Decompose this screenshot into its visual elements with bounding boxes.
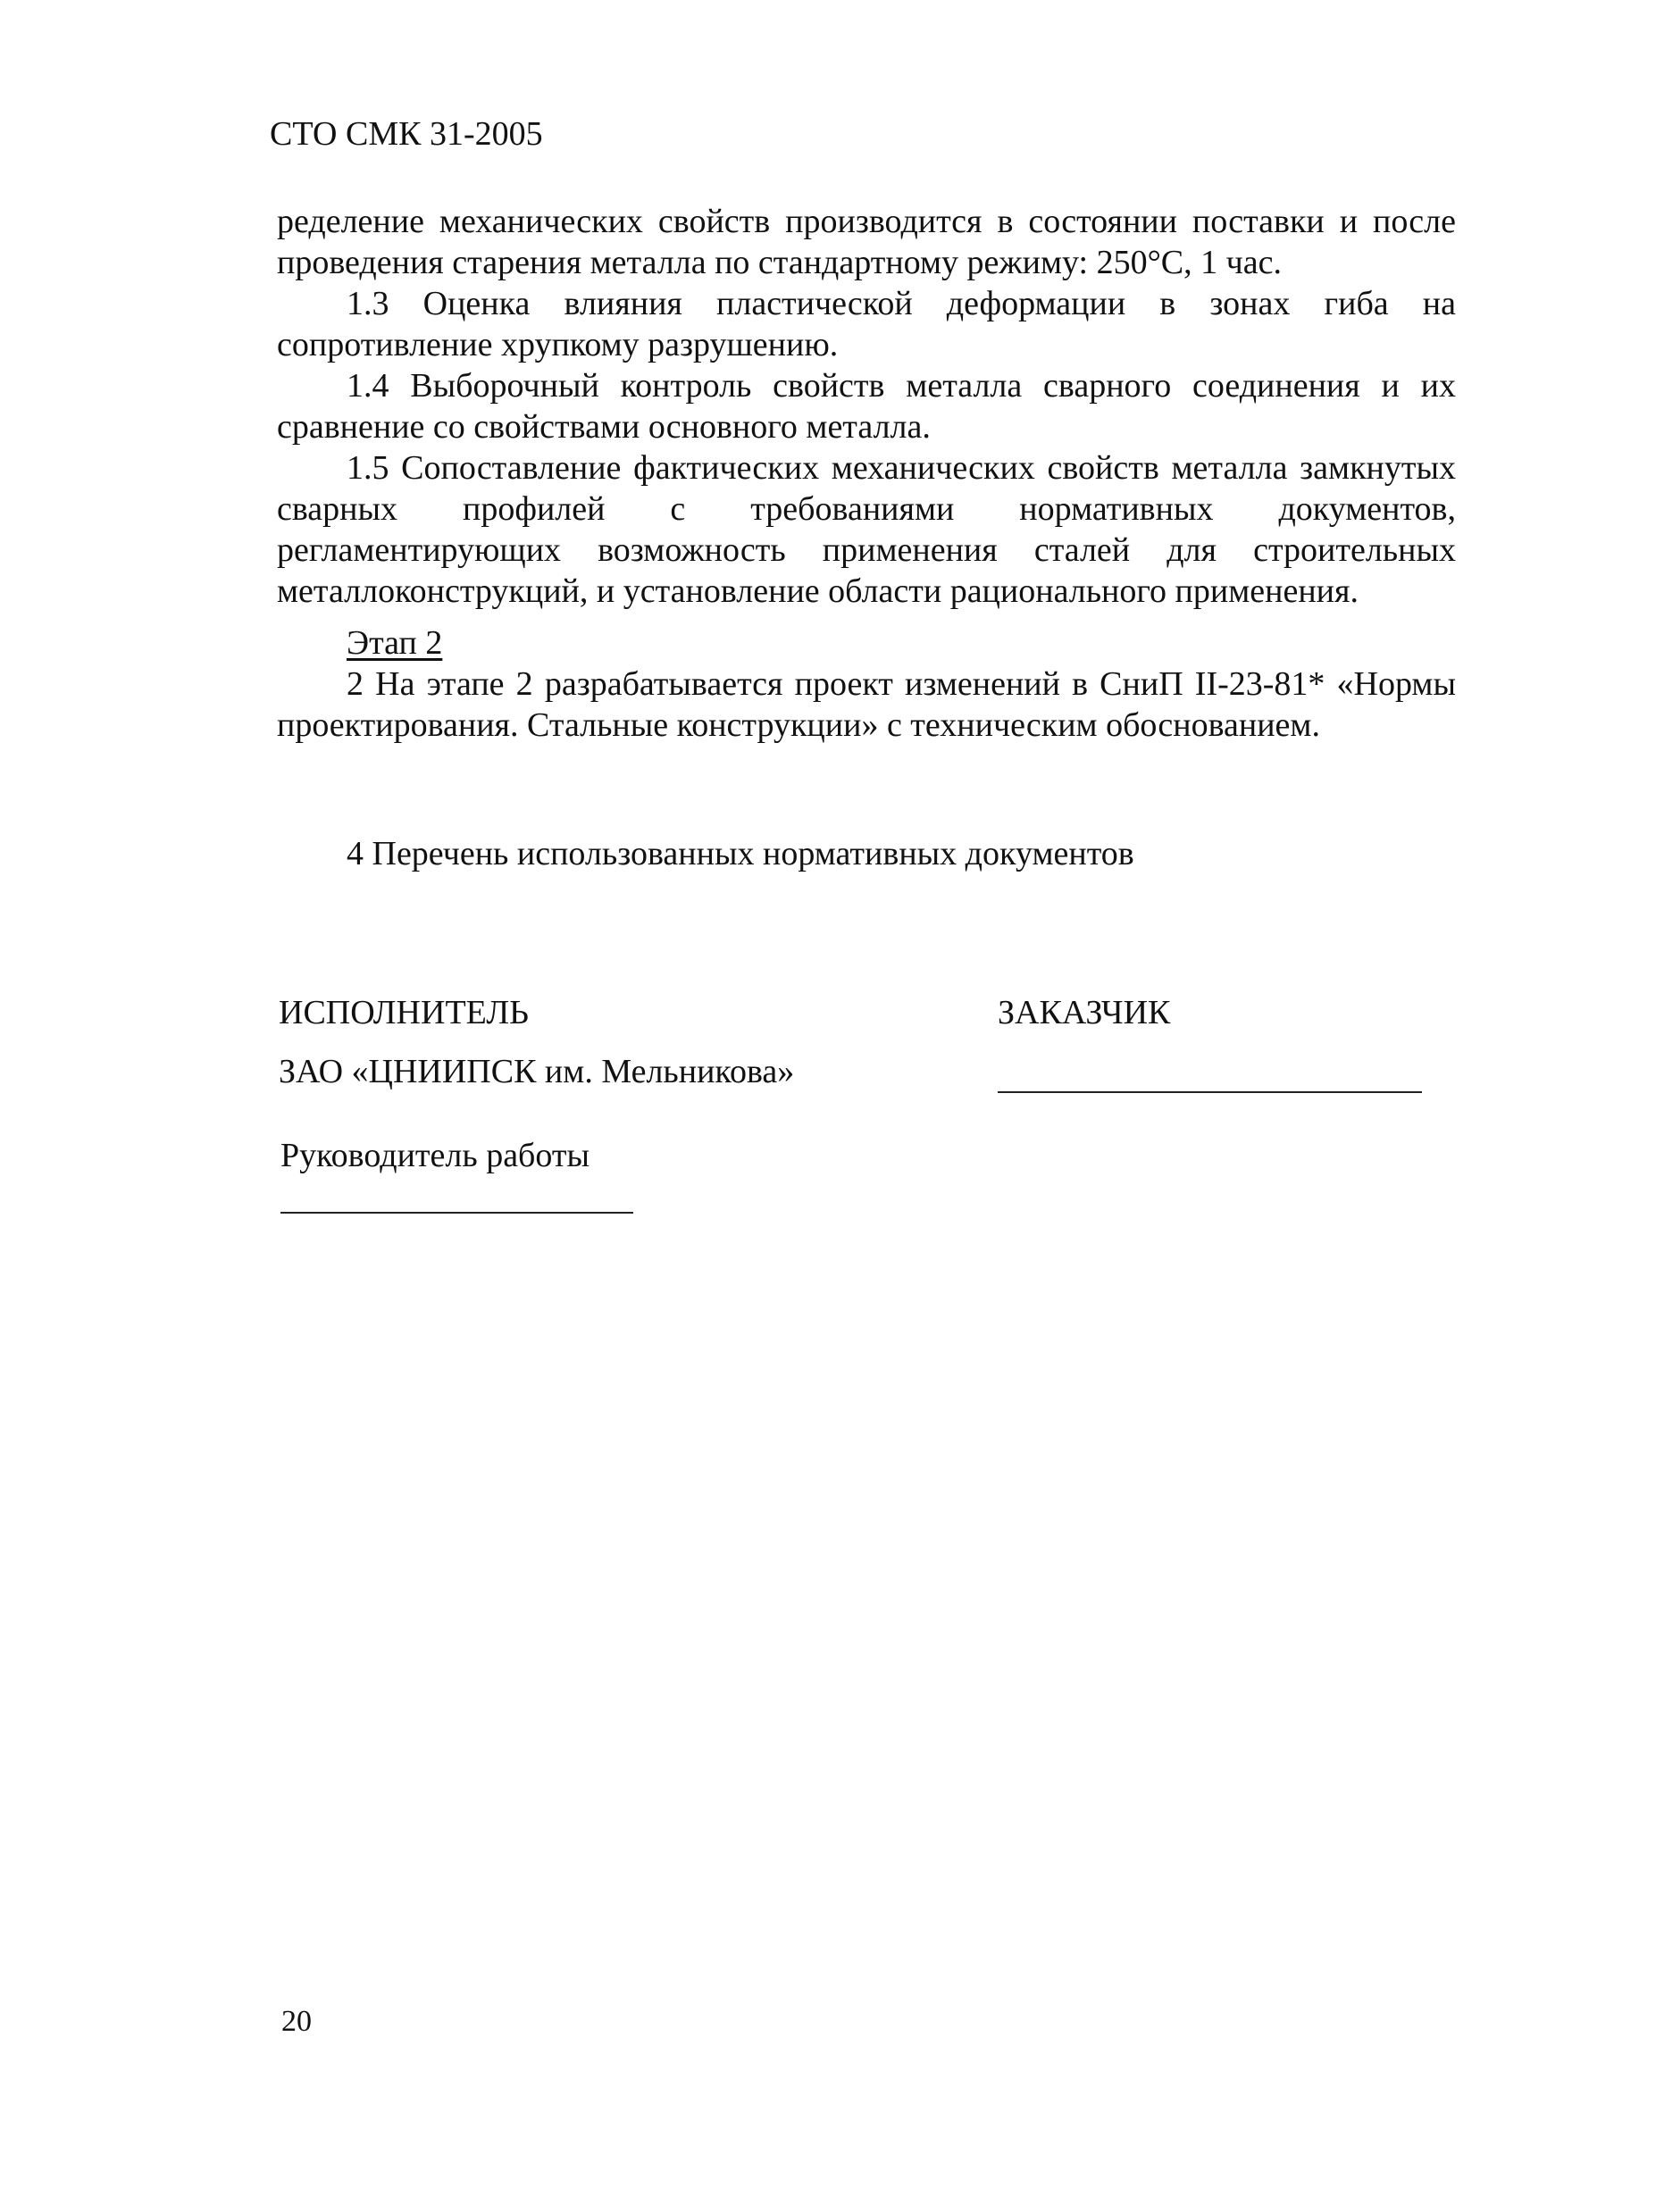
executor-title: ИСПОЛНИТЕЛЬ [279, 994, 529, 1031]
paragraph-1-3: 1.3 Оценка влияния пластической деформации в зонах гиба на сопротивление хрупкому разрушению. [277, 285, 1456, 363]
stage-2-paragraph: 2 На этапе 2 разрабатывается проект изменений в СниП II-23-81* «Нормы проектирования. Стальные конструкции» с техническим обоснованием. [277, 665, 1456, 744]
work-lead-signature-line [280, 1212, 633, 1214]
section-4-heading: 4 Перечень использованных нормативных документов [347, 835, 1134, 872]
executor-organization: ЗАО «ЦНИИПСК им. Мельникова» [279, 1053, 795, 1090]
work-lead-title: Руководитель работы [280, 1137, 590, 1174]
document-body [277, 201, 1456, 746]
customer-title: ЗАКАЗЧИК [998, 994, 1171, 1031]
paragraph-1-4: 1.4 Выборочный контроль свойств металла сварного соединения и их сравнение со свойствами основного металла. [277, 367, 1456, 446]
stage-2-heading [277, 622, 1456, 664]
stage-2-title: Этап 2 [347, 624, 443, 662]
paragraph-1-5: 1.5 Сопоставление фактических механических свойств металла замкнутых сварных профилей с требованиями нормативных документов, регламентирующих возможность применения сталей для строительных металлоконструкций, и установление области рационального применения. [277, 449, 1456, 610]
page-number: 20 [281, 2005, 312, 2038]
document-code: СТО СМК 31-2005 [270, 115, 543, 153]
customer-signature-line [998, 1091, 1422, 1093]
paragraph-continuation: ределение механических свойств производится в состоянии поставки и после проведения старения металла по стандартному режиму: 250°С, 1 час. [277, 203, 1456, 281]
